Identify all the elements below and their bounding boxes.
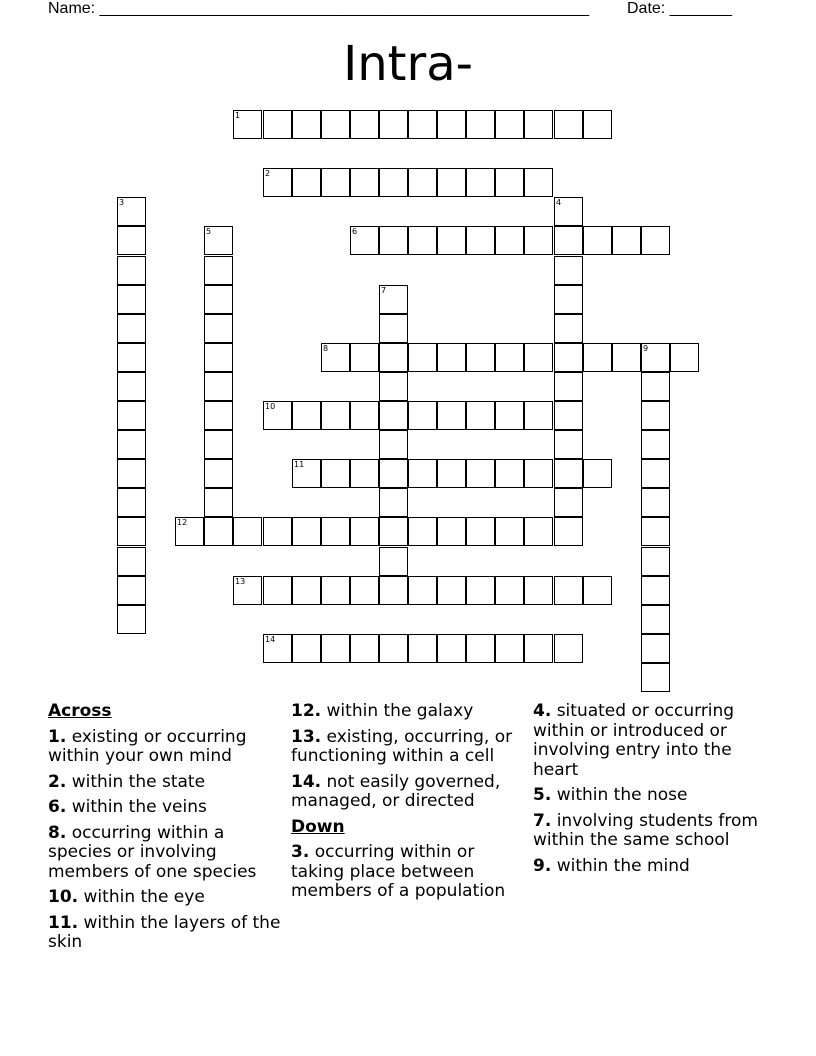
- grid-cell[interactable]: [117, 372, 146, 401]
- grid-cell[interactable]: [321, 110, 350, 139]
- grid-cell[interactable]: [641, 517, 670, 546]
- grid-cell[interactable]: [408, 459, 437, 488]
- grid-cell[interactable]: [495, 401, 524, 430]
- grid-cell[interactable]: [379, 285, 408, 314]
- grid-cell[interactable]: [612, 226, 641, 255]
- grid-cell[interactable]: [641, 343, 670, 372]
- clue-text: within the state: [71, 771, 206, 792]
- clue-number: 10.: [48, 887, 79, 907]
- grid-cell[interactable]: [554, 459, 583, 488]
- grid-cell[interactable]: [350, 226, 379, 255]
- grid-cell[interactable]: [117, 285, 146, 314]
- clue-number: 9.: [533, 855, 552, 876]
- clue-number: 4.: [533, 701, 552, 721]
- grid-cell[interactable]: [204, 430, 233, 459]
- cell-number: 8: [323, 344, 329, 353]
- grid-cell[interactable]: [466, 576, 495, 605]
- grid-cell[interactable]: [437, 576, 466, 605]
- grid-cell[interactable]: [466, 459, 495, 488]
- grid-cell[interactable]: [437, 168, 466, 197]
- grid-cell[interactable]: [292, 110, 321, 139]
- grid-cell[interactable]: [117, 576, 146, 605]
- clue-number: 5.: [533, 785, 552, 805]
- grid-cell[interactable]: [408, 168, 437, 197]
- grid-cell[interactable]: [350, 576, 379, 605]
- grid-cell[interactable]: [233, 517, 262, 546]
- cell-number: 1: [235, 111, 241, 120]
- grid-cell[interactable]: [292, 517, 321, 546]
- clue-text: occurring within or taking place between members of a population: [291, 842, 506, 901]
- grid-cell[interactable]: [350, 459, 379, 488]
- clue-down-4: [533, 702, 769, 780]
- grid-cell[interactable]: [321, 168, 350, 197]
- clue-number: 7.: [533, 810, 552, 831]
- grid-cell[interactable]: [524, 576, 553, 605]
- grid-cell[interactable]: [524, 110, 553, 139]
- grid-cell[interactable]: [292, 168, 321, 197]
- clue-text: within the veins: [71, 797, 207, 817]
- clue-number: 2.: [48, 771, 67, 792]
- cell-number: 11: [294, 460, 305, 469]
- grid-cell[interactable]: [495, 634, 524, 663]
- grid-cell[interactable]: [292, 576, 321, 605]
- clue-across-10: [48, 888, 284, 908]
- grid-cell[interactable]: [554, 343, 583, 372]
- grid-cell[interactable]: [612, 343, 641, 372]
- grid-cell[interactable]: [379, 401, 408, 430]
- clue-text: existing, occurring, or functioning within a cell: [291, 726, 513, 766]
- grid-cell[interactable]: [263, 168, 292, 197]
- grid-cell[interactable]: [495, 168, 524, 197]
- clues-column-3: [533, 702, 769, 882]
- grid-cell[interactable]: [263, 401, 292, 430]
- across-heading: Across: [48, 701, 112, 721]
- grid-cell[interactable]: [466, 168, 495, 197]
- clue-text: within the galaxy: [326, 701, 474, 721]
- clue-text: involving students from within the same school: [533, 810, 758, 850]
- grid-cell[interactable]: [641, 547, 670, 576]
- grid-cell[interactable]: [263, 517, 292, 546]
- grid-cell[interactable]: [466, 517, 495, 546]
- cell-number: 10: [265, 402, 276, 411]
- grid-cell[interactable]: [554, 285, 583, 314]
- clue-number: 14.: [291, 771, 322, 792]
- grid-cell[interactable]: [379, 459, 408, 488]
- cell-number: 5: [206, 227, 212, 236]
- grid-cell[interactable]: [583, 576, 612, 605]
- clue-number: 1.: [48, 726, 67, 747]
- clue-text: within the eye: [83, 887, 205, 907]
- grid-cell[interactable]: [117, 459, 146, 488]
- grid-cell[interactable]: [554, 226, 583, 255]
- grid-cell[interactable]: [524, 226, 553, 255]
- grid-cell[interactable]: [495, 343, 524, 372]
- grid-cell[interactable]: [495, 459, 524, 488]
- grid-cell[interactable]: [554, 576, 583, 605]
- grid-cell[interactable]: [641, 488, 670, 517]
- grid-cell[interactable]: [408, 343, 437, 372]
- grid-cell[interactable]: [117, 517, 146, 546]
- grid-cell[interactable]: [641, 605, 670, 634]
- grid-cell[interactable]: [524, 459, 553, 488]
- grid-cell[interactable]: [117, 197, 146, 226]
- clue-number: 6.: [48, 797, 67, 817]
- grid-cell[interactable]: [175, 517, 204, 546]
- grid-cell[interactable]: [554, 197, 583, 226]
- grid-cell[interactable]: [437, 517, 466, 546]
- grid-cell[interactable]: [641, 401, 670, 430]
- grid-cell[interactable]: [350, 517, 379, 546]
- grid-cell[interactable]: [524, 634, 553, 663]
- grid-cell[interactable]: [466, 110, 495, 139]
- grid-cell[interactable]: [321, 517, 350, 546]
- grid-cell[interactable]: [554, 517, 583, 546]
- clue-across-8: [48, 824, 284, 883]
- grid-cell[interactable]: [117, 488, 146, 517]
- grid-cell[interactable]: [641, 430, 670, 459]
- grid-cell[interactable]: [524, 343, 553, 372]
- name-field: Name: _______________________________________________________: [48, 0, 589, 17]
- grid-cell[interactable]: [408, 110, 437, 139]
- grid-cell[interactable]: [554, 488, 583, 517]
- grid-cell[interactable]: [321, 343, 350, 372]
- clue-down-9: [533, 857, 769, 877]
- grid-cell[interactable]: [437, 343, 466, 372]
- clues-column-1: [48, 702, 284, 959]
- grid-cell[interactable]: [321, 634, 350, 663]
- grid-cell[interactable]: [466, 226, 495, 255]
- grid-cell[interactable]: [321, 459, 350, 488]
- cell-number: 13: [235, 577, 246, 586]
- grid-cell[interactable]: [350, 634, 379, 663]
- clue-across-13: [291, 728, 527, 767]
- grid-cell[interactable]: [554, 256, 583, 285]
- grid-cell[interactable]: [408, 401, 437, 430]
- grid-cell[interactable]: [350, 401, 379, 430]
- grid-cell[interactable]: [117, 401, 146, 430]
- clue-number: 8.: [48, 822, 67, 843]
- grid-cell[interactable]: [204, 343, 233, 372]
- grid-cell[interactable]: [583, 459, 612, 488]
- grid-cell[interactable]: [379, 547, 408, 576]
- grid-cell[interactable]: [379, 488, 408, 517]
- grid-cell[interactable]: [117, 343, 146, 372]
- grid-cell[interactable]: [379, 634, 408, 663]
- grid-cell[interactable]: [117, 314, 146, 343]
- grid-cell[interactable]: [583, 226, 612, 255]
- grid-cell[interactable]: [263, 110, 292, 139]
- grid-cell[interactable]: [379, 226, 408, 255]
- clue-text: within the nose: [556, 785, 688, 805]
- grid-cell[interactable]: [437, 459, 466, 488]
- date-field: Date: _______: [627, 0, 732, 17]
- grid-cell[interactable]: [117, 256, 146, 285]
- grid-cell[interactable]: [437, 401, 466, 430]
- grid-cell[interactable]: [495, 110, 524, 139]
- grid-cell[interactable]: [670, 343, 699, 372]
- cell-number: 4: [556, 198, 562, 207]
- grid-cell[interactable]: [204, 517, 233, 546]
- grid-cell[interactable]: [641, 372, 670, 401]
- grid-cell[interactable]: [641, 459, 670, 488]
- grid-cell[interactable]: [204, 285, 233, 314]
- grid-cell[interactable]: [204, 459, 233, 488]
- grid-cell[interactable]: [408, 517, 437, 546]
- clue-number: 11.: [48, 912, 79, 933]
- grid-cell[interactable]: [204, 488, 233, 517]
- clue-across-6: [48, 798, 284, 818]
- grid-cell[interactable]: [379, 517, 408, 546]
- grid-cell[interactable]: [292, 459, 321, 488]
- grid-cell[interactable]: [321, 401, 350, 430]
- grid-cell[interactable]: [554, 401, 583, 430]
- clue-across-2: [48, 773, 284, 793]
- grid-cell[interactable]: [408, 634, 437, 663]
- grid-cell[interactable]: [379, 314, 408, 343]
- grid-cell[interactable]: [437, 110, 466, 139]
- grid-cell[interactable]: [321, 576, 350, 605]
- grid-cell[interactable]: [466, 343, 495, 372]
- clue-across-11: [48, 914, 284, 953]
- cell-number: 3: [119, 198, 125, 207]
- grid-cell[interactable]: [641, 663, 670, 692]
- clue-text: within the mind: [556, 855, 690, 876]
- grid-cell[interactable]: [204, 372, 233, 401]
- cell-number: 2: [265, 169, 271, 178]
- clue-down-5: [533, 786, 769, 806]
- clue-text: existing or occurring within your own mind: [48, 726, 247, 766]
- grid-cell[interactable]: [437, 634, 466, 663]
- clue-down-3: [291, 843, 527, 902]
- grid-cell[interactable]: [292, 401, 321, 430]
- grid-cell[interactable]: [117, 226, 146, 255]
- grid-cell[interactable]: [379, 110, 408, 139]
- page-title: Intra-: [343, 36, 473, 92]
- clue-text: situated or occurring within or introduced or involving entry into the heart: [533, 701, 735, 780]
- clue-number: 12.: [291, 701, 322, 721]
- clue-text: occurring within a species or involving members of one species: [48, 822, 257, 882]
- cell-number: 14: [265, 635, 276, 644]
- grid-cell[interactable]: [583, 110, 612, 139]
- grid-cell[interactable]: [408, 576, 437, 605]
- grid-cell[interactable]: [524, 517, 553, 546]
- grid-cell[interactable]: [554, 110, 583, 139]
- grid-cell[interactable]: [379, 372, 408, 401]
- clue-text: not easily governed, managed, or directed: [291, 771, 501, 811]
- clue-across-14: [291, 773, 527, 812]
- grid-cell[interactable]: [495, 226, 524, 255]
- grid-cell[interactable]: [117, 547, 146, 576]
- grid-cell[interactable]: [379, 430, 408, 459]
- grid-cell[interactable]: [408, 226, 437, 255]
- grid-cell[interactable]: [204, 256, 233, 285]
- clue-number: 13.: [291, 726, 322, 747]
- grid-cell[interactable]: [495, 517, 524, 546]
- grid-cell[interactable]: [292, 634, 321, 663]
- cell-number: 9: [643, 344, 649, 353]
- clue-across-1: [48, 728, 284, 767]
- clue-text: within the layers of the skin: [48, 912, 281, 952]
- grid-cell[interactable]: [495, 576, 524, 605]
- cell-number: 12: [177, 518, 188, 527]
- grid-cell[interactable]: [117, 430, 146, 459]
- grid-cell[interactable]: [204, 314, 233, 343]
- grid-cell[interactable]: [437, 226, 466, 255]
- grid-cell[interactable]: [554, 430, 583, 459]
- grid-cell[interactable]: [350, 343, 379, 372]
- down-heading: Down: [291, 816, 345, 837]
- grid-cell[interactable]: [379, 168, 408, 197]
- grid-cell[interactable]: [204, 401, 233, 430]
- grid-cell[interactable]: [350, 168, 379, 197]
- grid-cell[interactable]: [350, 110, 379, 139]
- clue-down-7: [533, 812, 769, 851]
- grid-cell[interactable]: [263, 576, 292, 605]
- grid-cell[interactable]: [641, 576, 670, 605]
- clues-column-2: [291, 702, 527, 908]
- grid-cell[interactable]: [641, 634, 670, 663]
- grid-cell[interactable]: [204, 226, 233, 255]
- grid-cell[interactable]: [554, 372, 583, 401]
- grid-cell[interactable]: [117, 605, 146, 634]
- grid-cell[interactable]: [233, 110, 262, 139]
- grid-cell[interactable]: [466, 634, 495, 663]
- grid-cell[interactable]: [524, 168, 553, 197]
- clue-number: 3.: [291, 842, 310, 862]
- grid-cell[interactable]: [524, 401, 553, 430]
- clue-across-12: [291, 702, 527, 722]
- grid-cell[interactable]: [466, 401, 495, 430]
- grid-cell[interactable]: [379, 343, 408, 372]
- grid-cell[interactable]: [583, 343, 612, 372]
- grid-cell[interactable]: [554, 314, 583, 343]
- cell-number: 6: [352, 227, 358, 236]
- grid-cell[interactable]: [641, 226, 670, 255]
- grid-cell[interactable]: [554, 634, 583, 663]
- cell-number: 7: [381, 286, 387, 295]
- grid-cell[interactable]: [233, 576, 262, 605]
- grid-cell[interactable]: [263, 634, 292, 663]
- grid-cell[interactable]: [379, 576, 408, 605]
